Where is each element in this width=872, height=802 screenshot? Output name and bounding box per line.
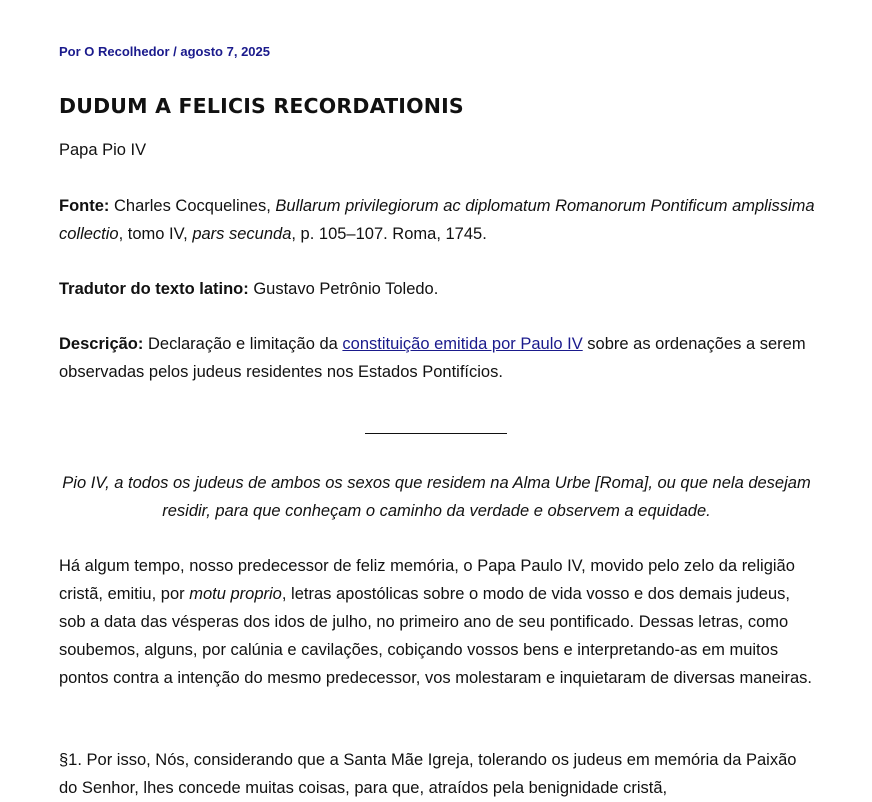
page-title: DUDUM A FELICIS RECORDATIONIS [59, 94, 464, 118]
translator-name: Gustavo Petrônio Toledo. [248, 280, 439, 298]
salutation: Pio IV, a todos os judeus de ambos os sexos que residem na Alma Urbe [Roma], ou que nela desejam residir, para que conheçam o caminho da verdade e observem a equidade. [62, 474, 811, 520]
post-date-link[interactable]: agosto 7, 2025 [180, 44, 270, 59]
motu-proprio: motu proprio [189, 585, 282, 603]
paragraph-1-text-2: , letras apostólicas sobre o modo de vida vosso e dos demais judeus, sob a data das vésperas dos idos de julho, no primeiro ano de seu pontificado. Dessas letras, como soubemos, alguns, por calúnia e cavilações, cobiçando vossos bens e interpretando-as em muitos pontos contra a intenção do mesmo predecessor, vos molestaram e inquietaram de diversas maneiras. [59, 585, 812, 687]
description-paragraph [59, 330, 819, 386]
post-author-link[interactable]: O Recolhedor [84, 44, 170, 59]
paragraph-1-text-1: Há algum tempo, nosso predecessor de feliz memória, o Papa Paulo IV, movido pelo zelo da religião cristã, emitiu, por [59, 557, 795, 603]
post-meta-prefix: Por [59, 44, 85, 59]
translator-paragraph [59, 275, 438, 303]
source-label: Fonte: [59, 197, 110, 215]
author-line: Papa Pio IV [59, 141, 147, 159]
source-pars: pars secunda [192, 225, 292, 243]
source-text-3: , p. 105–107. Roma, 1745. [291, 225, 487, 243]
description-text-1: Declaração e limitação da [143, 335, 343, 353]
post-meta-separator: / [169, 44, 181, 59]
constitution-link[interactable]: constituição emitida por Paulo IV [342, 335, 583, 353]
description-label: Descrição: [59, 335, 144, 353]
body-paragraph-2: §1. Por isso, Nós, considerando que a Santa Mãe Igreja, tolerando os judeus em memória da Paixão do Senhor, lhes concede muitas coisas, para que, atraídos pela benignidade cristã, [59, 751, 797, 797]
translator-label: Tradutor do texto latino: [59, 280, 249, 298]
source-paragraph [59, 192, 819, 248]
separator-line [365, 433, 507, 434]
post-meta [59, 44, 270, 59]
source-text-2: , tomo IV, [118, 225, 193, 243]
source-collection-title: Bullarum privilegiorum ac diplomatum Romanorum Pontificum amplissima collectio [59, 197, 815, 243]
body-paragraph-1 [59, 552, 819, 692]
source-text-1: Charles Cocquelines, [109, 197, 276, 215]
description-text-2: sobre as ordenações a serem observadas pelos judeus residentes nos Estados Pontifícios. [59, 335, 806, 381]
